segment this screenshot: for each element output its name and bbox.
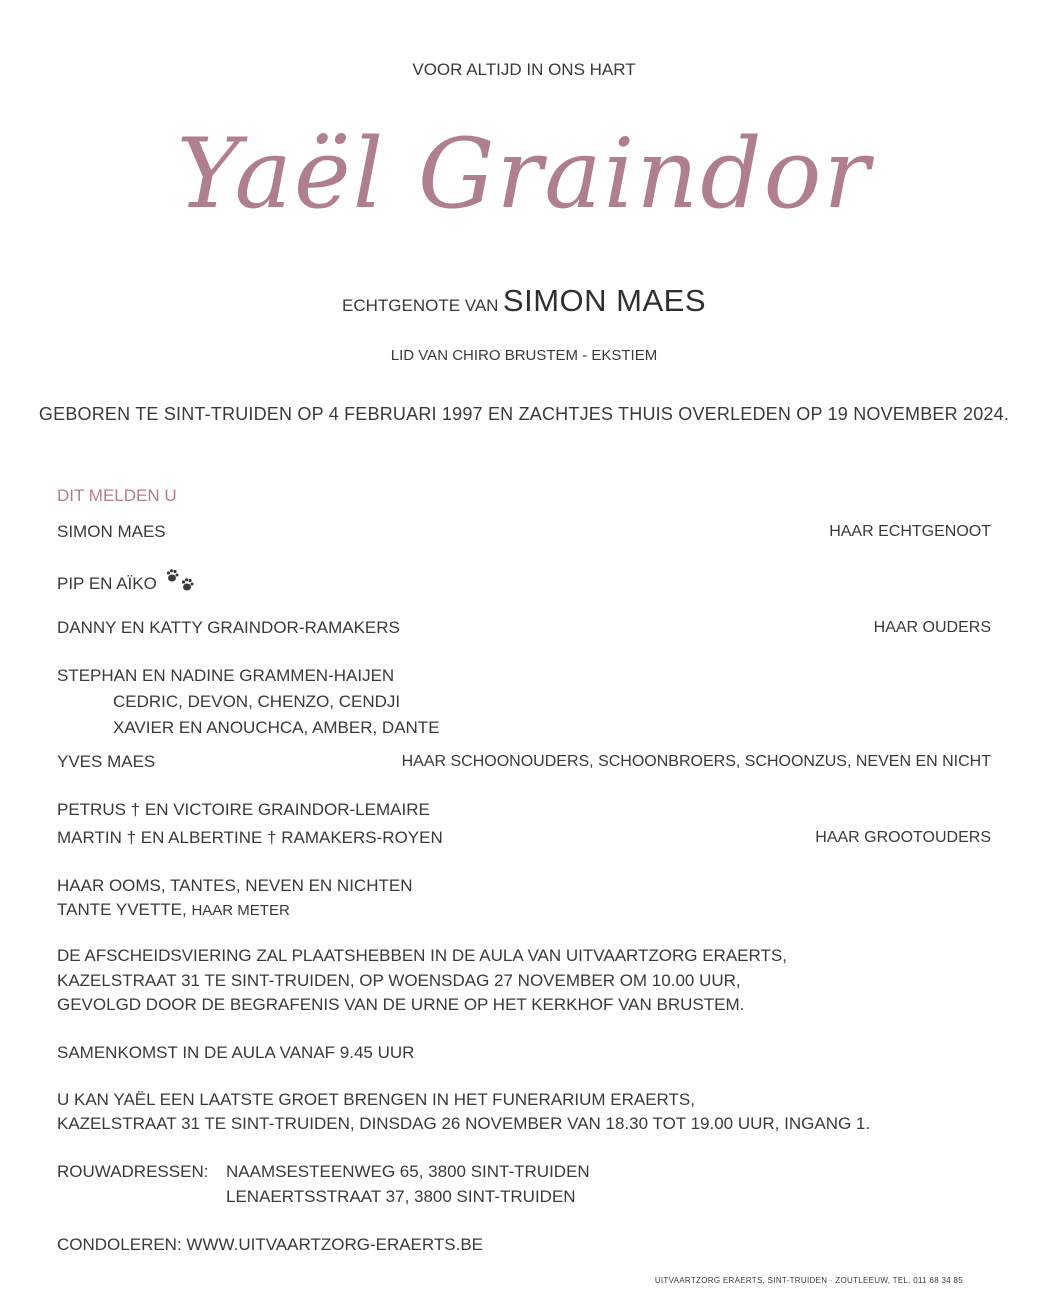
visitation-line-1: U KAN YAËL EEN LAATSTE GROET BRENGEN IN HET FUNERARIUM ERAERTS, (57, 1090, 695, 1109)
condolences-line (57, 1235, 483, 1255)
visitation-line-2: KAZELSTRAAT 31 TE SINT-TRUIDEN, DINSDAG 26 NOVEMBER VAN 18.30 TOT 19.00 UUR, INGANG 1. (57, 1114, 871, 1133)
announce-label: DIT MELDEN U (57, 486, 177, 505)
addresses-label: ROUWADRESSEN: (57, 1162, 209, 1181)
paw-prints-icon (166, 569, 196, 598)
membership: LID VAN CHIRO BRUSTEM - EKSTIEM (390, 347, 658, 364)
birth-death-line: GEBOREN TE SINT-TRUIDEN OP 4 FEBRUARI 1997 EN ZACHTJES THUIS OVERLEDEN OP 19 NOVEMBER 2024. (38, 404, 1010, 424)
deceased-name: Yaël Graindor (176, 118, 872, 230)
inlaws-line-1: STEPHAN EN NADINE GRAMMEN-HAIJEN (57, 666, 395, 685)
gathering-line: SAMENKOMST IN DE AULA VANAF 9.45 UUR (57, 1043, 415, 1062)
parents-names: DANNY EN KATTY GRAINDOR-RAMAKERS (57, 618, 400, 637)
ceremony-line-2: KAZELSTRAAT 31 TE SINT-TRUIDEN, OP WOENSDAG 27 NOVEMBER OM 10.00 UUR, (57, 971, 741, 990)
others-line-2 (57, 900, 290, 920)
tagline: VOOR ALTIJD IN ONS HART (412, 60, 636, 79)
inlaws-line-3: XAVIER EN ANOUCHCA, AMBER, DANTE (113, 718, 440, 737)
condolences-url[interactable]: WWW.UITVAARTZORG-ERAERTS.BE (186, 1235, 483, 1254)
address-1: NAAMSESTEENWEG 65, 3800 SINT-TRUIDEN (226, 1162, 590, 1181)
address-2: LENAERTSSTRAAT 37, 3800 SINT-TRUIDEN (226, 1187, 576, 1206)
pets-names: PIP EN AÏKO (57, 574, 157, 593)
spouse-relation: HAAR ECHTGENOOT (829, 523, 991, 540)
ceremony-line-1: DE AFSCHEIDSVIERING ZAL PLAATSHEBBEN IN DE AULA VAN UITVAARTZORG ERAERTS, (57, 946, 787, 965)
grandparents-line-2: MARTIN † EN ALBERTINE † RAMAKERS-ROYEN (57, 828, 443, 847)
inlaws-relation: HAAR SCHOONOUDERS, SCHOONBROERS, SCHOONZUS, NEVEN EN NICHT (401, 753, 991, 770)
condolences-label: CONDOLEREN: (57, 1235, 182, 1254)
godmother-label: HAAR METER (191, 902, 290, 919)
grandparents-relation: HAAR GROOTOUDERS (815, 829, 991, 846)
inlaws-line-4: YVES MAES (57, 752, 156, 771)
spouse-family-name: SIMON MAES (57, 522, 166, 541)
spouse-line (0, 283, 1048, 319)
spouse-name: SIMON MAES (502, 283, 707, 318)
inlaws-line-2: CEDRIC, DEVON, CHENZO, CENDJI (113, 692, 401, 711)
others-line-1: HAAR OOMS, TANTES, NEVEN EN NICHTEN (57, 876, 413, 895)
spouse-prefix: ECHTGENOTE VAN (341, 296, 499, 315)
pets-line (57, 569, 196, 598)
aunt-name: TANTE YVETTE, (57, 900, 187, 919)
parents-relation: HAAR OUDERS (873, 619, 991, 636)
ceremony-line-3: GEVOLGD DOOR DE BEGRAFENIS VAN DE URNE OP HET KERKHOF VAN BRUSTEM. (57, 995, 745, 1014)
grandparents-line-1: PETRUS † EN VICTOIRE GRAINDOR-LEMAIRE (57, 800, 430, 819)
footer-info: UITVAARTZORG ERAERTS, SINT-TRUIDEN · ZOUTLEEUW, TEL. 011 68 34 85 (654, 1276, 963, 1285)
